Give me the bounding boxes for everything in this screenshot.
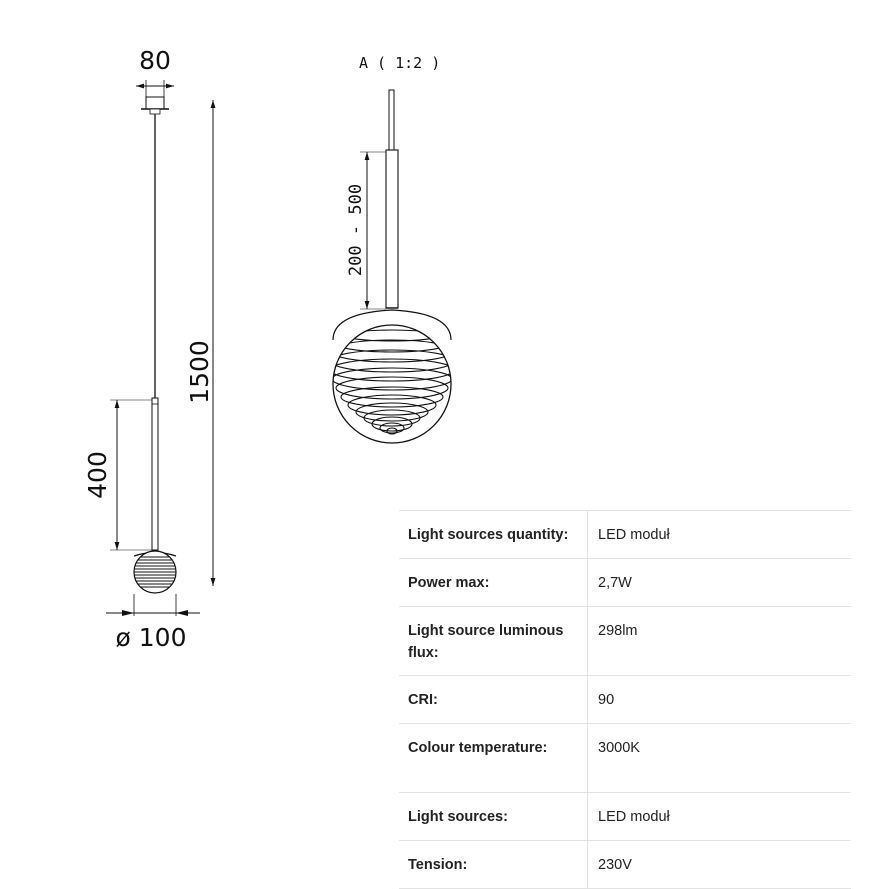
spec-label: Light sources quantity:: [399, 511, 588, 559]
dim-lower-height: 400: [83, 451, 112, 499]
spec-value: 298lm: [588, 607, 852, 676]
detail-cable: [389, 90, 394, 152]
table-row: [399, 559, 851, 607]
spec-value: LED moduł: [588, 511, 852, 559]
spec-value: 3000K: [588, 724, 852, 793]
table-row: [399, 841, 851, 889]
canopy: [146, 97, 164, 109]
spec-label: Power max:: [399, 559, 588, 607]
table-row: [399, 724, 851, 793]
specifications-table: [399, 510, 851, 889]
spec-value: LED moduł: [588, 793, 852, 841]
table-row: [399, 793, 851, 841]
dim-total-height: 1500: [185, 340, 214, 404]
detail-stem: [386, 150, 398, 308]
spec-label: Tension:: [399, 841, 588, 889]
spec-label: CRI:: [399, 676, 588, 724]
detail-range: 200 - 500: [346, 183, 366, 277]
spec-label: Colour temperature:: [399, 724, 588, 793]
stem-tube: [152, 398, 158, 550]
spec-value: 90: [588, 676, 852, 724]
table-row: [399, 607, 851, 676]
dim-diameter: ø 100: [115, 623, 187, 652]
spec-value: 230V: [588, 841, 852, 889]
detail-label: A ( 1:2 ): [359, 54, 441, 72]
dim-top-width: 80: [139, 46, 171, 75]
table-row: [399, 511, 851, 559]
spec-value: 2,7W: [588, 559, 852, 607]
full-view: [83, 46, 214, 652]
small-glass-ball: [130, 551, 180, 593]
detail-view: [330, 54, 454, 443]
spec-label: Light source luminous flux:: [399, 607, 588, 676]
table-row: [399, 676, 851, 724]
spec-label: Light sources:: [399, 793, 588, 841]
